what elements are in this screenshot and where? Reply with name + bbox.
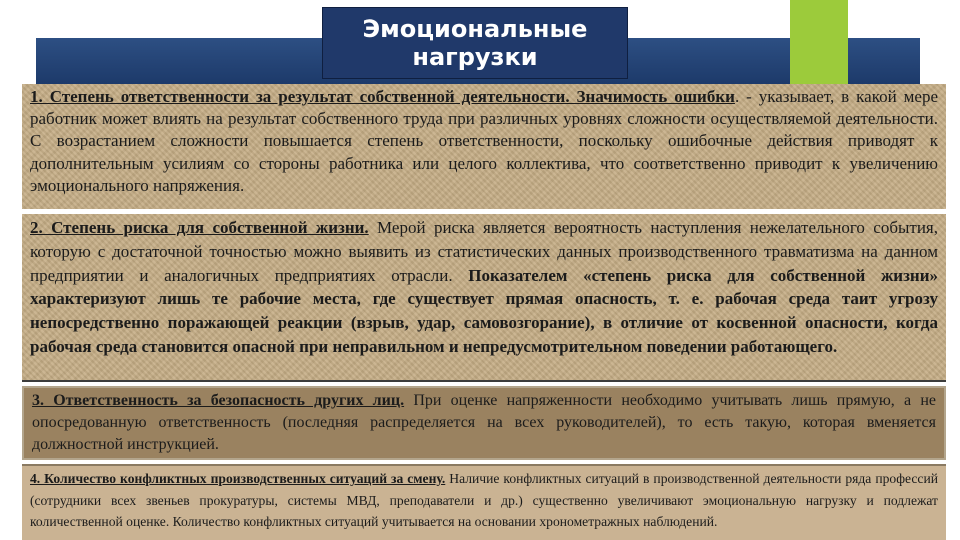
slide-title (322, 7, 628, 79)
section-3-heading: 3. Ответственность за безопасность других лиц. (32, 392, 405, 409)
section-2-text: Мерой риска является вероятность наступления нежелательного события, которую с достаточной точностью можно выявить из статистических данных производственного травматизма на данном предприятии и аналогичных предприятиях отрасли. (30, 218, 938, 285)
section-1-text: . - указывает, в какой мере работник может влиять на результат собственного труда при различных уровнях сложности осуществляемой деятельности. С возрастанием сложности повышается степень ответственности, поскольку ошибочные действия приводят к дополнительным усилиям со стороны работника или целого коллектива, что соответственно приводит к увеличению эмоционального напряжения. (30, 87, 938, 195)
section-3-others-safety (22, 386, 946, 460)
section-1-heading: 1. Степень ответственности за результат собственной деятельности. Значимость ошибки (30, 87, 735, 106)
accent-bar (790, 0, 848, 84)
section-3-text: При оценке напряженности необходимо учитывать лишь прямую, а не опосредованную ответственность (последняя распределяется на всех руководителей), то есть такую, которая вменяется должностной инструкцией. (32, 392, 936, 453)
section-4-text: Наличие конфликтных ситуаций в производственной деятельности ряда профессий (сотрудники всех звеньев прокуратуры, системы МВД, преподаватели и др.) существенно увеличивают эмоциональную нагрузку и подлежат количественной оценке. Количество конфликтных ситуаций учитывается на основании хронометражных наблюдений. (30, 471, 938, 529)
title-line-2: нагрузки (412, 43, 538, 71)
section-4-heading: 4. Количество конфликтных производственных ситуаций за смену. (30, 471, 446, 486)
section-2-heading: 2. Степень риска для собственной жизни. (30, 218, 369, 237)
section-2-bold-text: Показателем «степень риска для собственной жизни» характеризуют лишь те рабочие места, где существует прямая опасность, т. е. рабочая среда таит угрозу непосредственно поражающей реакции (взрыв, удар, самовозгорание), в отличие от косвенной опасности, когда рабочая среда становится опасной при неправильном и непредусмотрительном поведении работающего. (30, 265, 939, 356)
section-1-responsibility (22, 84, 946, 209)
section-2-life-risk (22, 214, 946, 382)
title-line-1: Эмоциональные (362, 15, 588, 43)
section-4-conflicts (22, 464, 946, 540)
